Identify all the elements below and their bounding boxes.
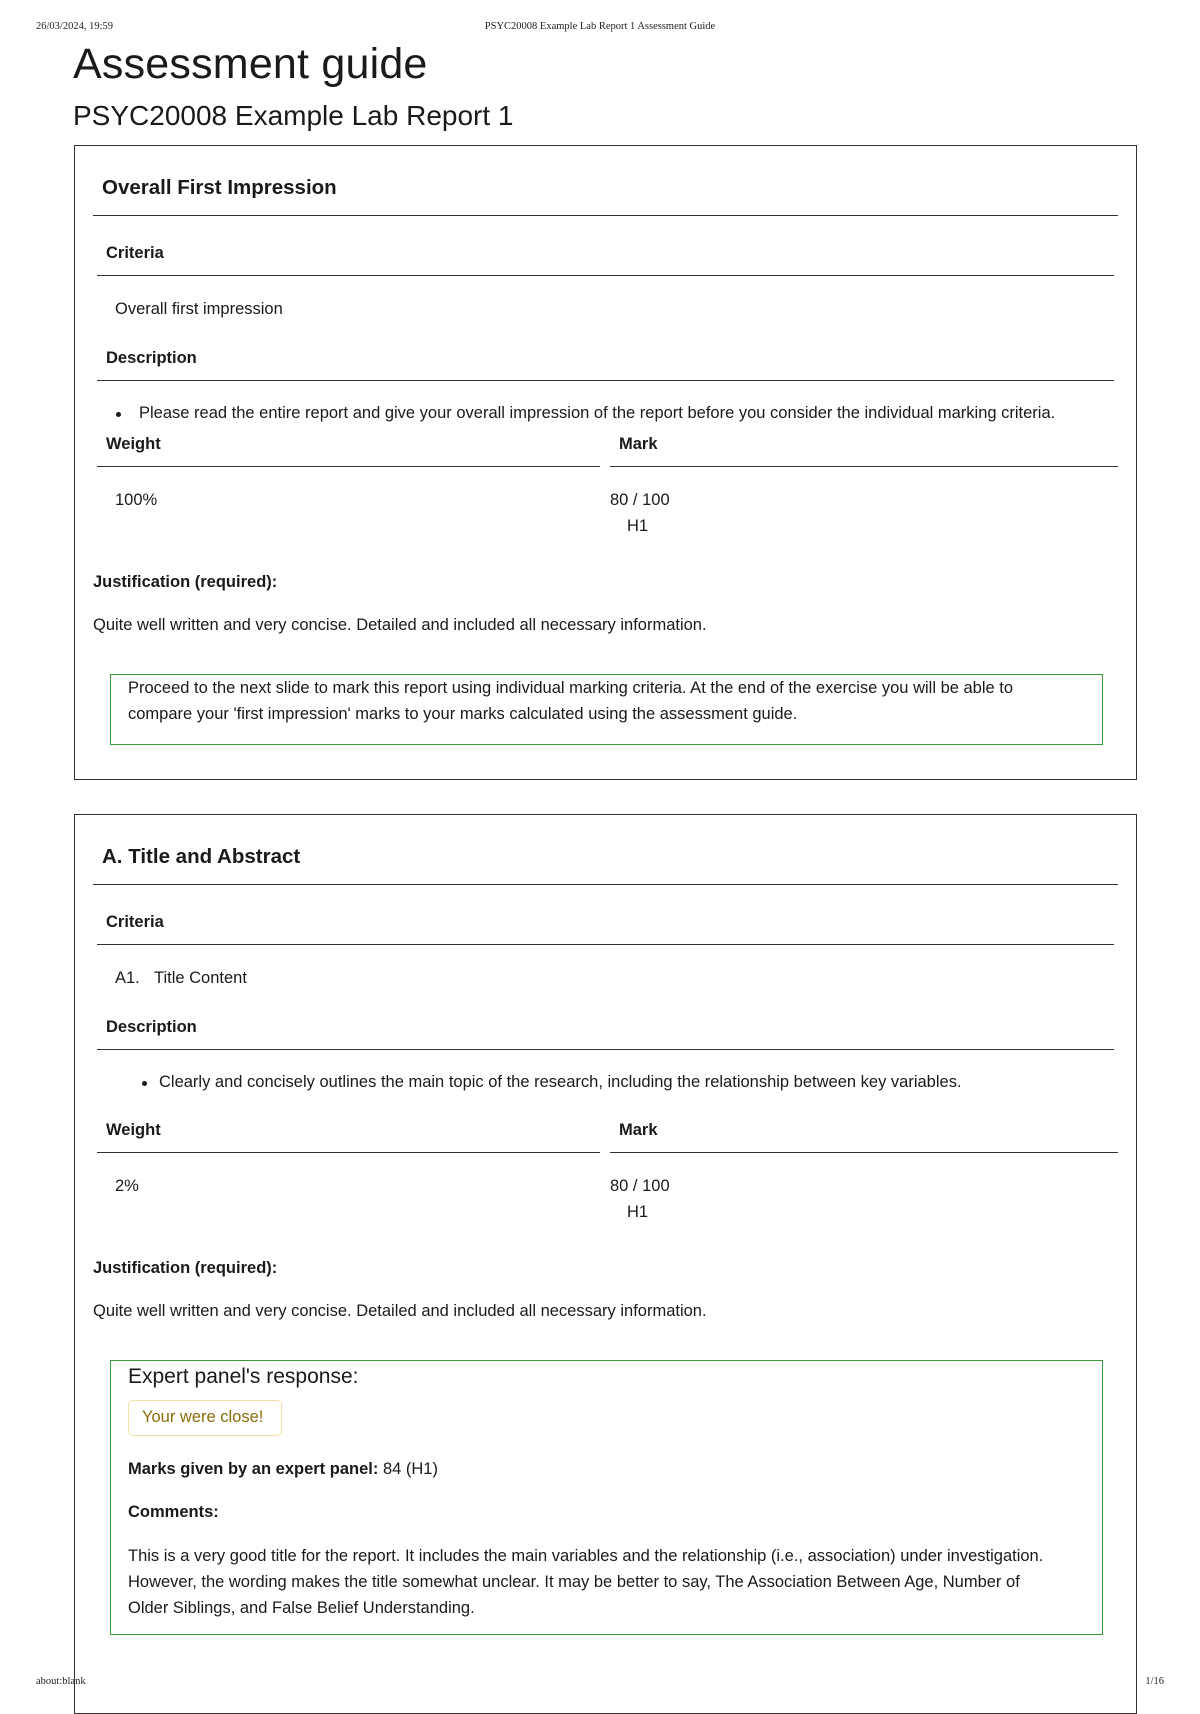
section-title-divider: [93, 215, 1118, 216]
mark-grade: H1: [627, 517, 649, 535]
expert-marks-value: 84 (H1): [382, 1460, 438, 1478]
bullet-icon: [142, 1081, 147, 1086]
print-header: [0, 21, 1200, 37]
justification-text: Quite well written and very concise. Detailed and included all necessary information.: [93, 1302, 707, 1320]
mark-grade: H1: [627, 1203, 649, 1221]
page-title: Assessment guide: [73, 40, 428, 88]
expert-panel-heading: Expert panel's response:: [128, 1365, 359, 1388]
comments-label: Comments:: [128, 1503, 219, 1521]
weight-value: 100%: [115, 491, 158, 509]
mark-divider: [610, 1152, 1118, 1153]
description-label: Description: [106, 349, 197, 367]
mark-label: Mark: [619, 1121, 658, 1139]
expert-marks: [128, 1456, 438, 1482]
page-subtitle: PSYC20008 Example Lab Report 1: [73, 100, 514, 131]
section-title: Overall First Impression: [102, 176, 337, 199]
description-divider: [97, 1049, 1114, 1050]
bullet-icon: [116, 412, 121, 417]
mark-value: 80 / 100: [610, 491, 670, 509]
note-line: Proceed to the next slide to mark this report using individual marking criteria. At the end of the exercise you will be able to: [128, 679, 1014, 697]
mark-value: 80 / 100: [610, 1177, 670, 1195]
section-title-and-abstract: [74, 814, 1137, 1714]
justification-text: Quite well written and very concise. Detailed and included all necessary information.: [93, 616, 707, 634]
criteria-value: Overall first impression: [115, 300, 283, 318]
comment-line: This is a very good title for the report. It includes the main variables and the relationship (i.e., association) under investigation.: [128, 1547, 1044, 1565]
weight-divider: [97, 466, 600, 467]
criteria-number: A1.: [115, 969, 140, 987]
next-slide-note: [110, 674, 1103, 745]
section-overall-first-impression: [74, 145, 1137, 780]
section-title-divider: [93, 884, 1118, 885]
criteria-value: Title Content: [154, 969, 247, 987]
feedback-badge: Your were close!: [128, 1400, 282, 1436]
weight-label: Weight: [106, 435, 161, 453]
description-item: Clearly and concisely outlines the main topic of the research, including the relationship between key variables.: [159, 1073, 962, 1091]
print-footer: [0, 1676, 1200, 1692]
mark-divider: [610, 466, 1118, 467]
print-document-title: PSYC20008 Example Lab Report 1 Assessment Guide: [484, 21, 716, 32]
note-line: compare your 'first impression' marks to your marks calculated using the assessment guide.: [128, 705, 798, 723]
section-title: A. Title and Abstract: [102, 845, 301, 868]
expert-panel-response: [110, 1360, 1103, 1635]
comment-line: However, the wording makes the title somewhat unclear. It may be better to say, The Association Between Age, Number of: [128, 1573, 1020, 1591]
criteria-divider: [97, 944, 1114, 945]
print-url: about:blank: [36, 1676, 86, 1687]
mark-label: Mark: [619, 435, 658, 453]
justification-label: Justification (required):: [93, 1259, 278, 1277]
expert-marks-label: Marks given by an expert panel:: [128, 1460, 379, 1478]
weight-divider: [97, 1152, 600, 1153]
justification-label: Justification (required):: [93, 573, 278, 591]
description-item: Please read the entire report and give your overall impression of the report before you consider the individual marking criteria.: [139, 404, 1056, 422]
weight-label: Weight: [106, 1121, 161, 1139]
description-divider: [97, 380, 1114, 381]
comment-line: Older Siblings, and False Belief Understanding.: [128, 1599, 475, 1617]
print-datetime: 26/03/2024, 19:59: [36, 21, 114, 32]
weight-value: 2%: [115, 1177, 139, 1195]
criteria-divider: [97, 275, 1114, 276]
page-number: 1/16: [1145, 1676, 1164, 1687]
criteria-label: Criteria: [106, 244, 164, 262]
description-label: Description: [106, 1018, 197, 1036]
criteria-label: Criteria: [106, 913, 164, 931]
